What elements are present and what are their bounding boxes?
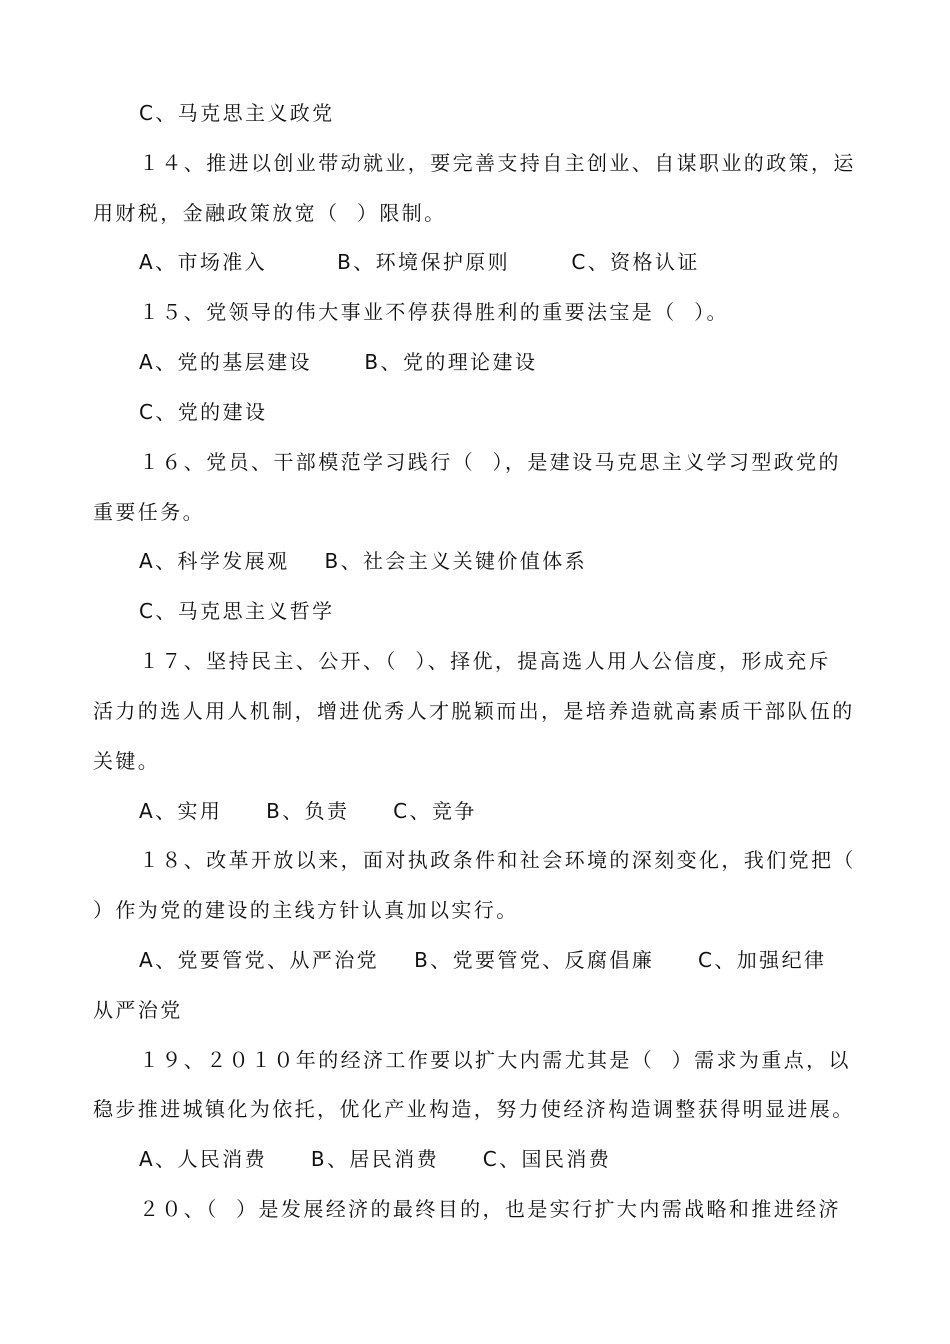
options-15-c: C、党的建设 bbox=[139, 400, 268, 424]
options-18: A、党要管党、从严治党 B、党要管党、反腐倡廉 C、加强纪律 bbox=[139, 948, 827, 972]
question-17: １７、坚持民主、公开、（ ）、择优，提高选人用人公信度，形成充斥 bbox=[139, 649, 831, 673]
options-17: A、实用 B、负责 C、竞争 bbox=[139, 799, 477, 823]
question-19: １９、２０１０年的经济工作要以扩大内需尤其是（ ）需求为重点，以 bbox=[139, 1048, 851, 1072]
question-20: ２０、（ ）是发展经济的最终目的，也是实行扩大内需战略和推进经济 bbox=[139, 1197, 841, 1221]
question-18-cont: ）作为党的建设的主线方针认真加以实行。 bbox=[93, 898, 519, 922]
question-17-cont: 活力的选人用人机制，增进优秀人才脱颖而出，是培养造就高素质干部队伍的 bbox=[93, 699, 855, 723]
options-16-ab: A、科学发展观 B、社会主义关键价值体系 bbox=[139, 549, 588, 573]
options-15-ab: A、党的基层建设 B、党的理论建设 bbox=[139, 350, 538, 374]
options-18-cont: 从严治党 bbox=[93, 998, 183, 1022]
question-19-cont: 稳步推进城镇化为依托，优化产业构造，努力使经济构造调整获得明显进展。 bbox=[93, 1097, 855, 1121]
question-16-cont: 重要任务。 bbox=[93, 500, 205, 524]
question-16: １６、党员、干部模范学习践行（ ），是建设马克思主义学习型政党的 bbox=[139, 450, 841, 474]
options-14: A、市场准入 B、环境保护原则 C、资格认证 bbox=[139, 250, 700, 274]
question-15: １５、党领导的伟大事业不停获得胜利的重要法宝是（ ）。 bbox=[139, 300, 729, 324]
option-line: C、马克思主义政党 bbox=[139, 101, 335, 125]
question-14: １４、推进以创业带动就业，要完善支持自主创业、自谋职业的政策，运 bbox=[139, 151, 856, 175]
question-18: １８、改革开放以来，面对执政条件和社会环境的深刻变化，我们党把（ bbox=[139, 848, 856, 872]
question-14-cont: 用财税，金融政策放宽（ ）限制。 bbox=[93, 201, 447, 225]
options-19: A、人民消费 B、居民消费 C、国民消费 bbox=[139, 1147, 612, 1171]
options-16-c: C、马克思主义哲学 bbox=[139, 599, 335, 623]
question-17-cont2: 关键。 bbox=[93, 749, 161, 773]
